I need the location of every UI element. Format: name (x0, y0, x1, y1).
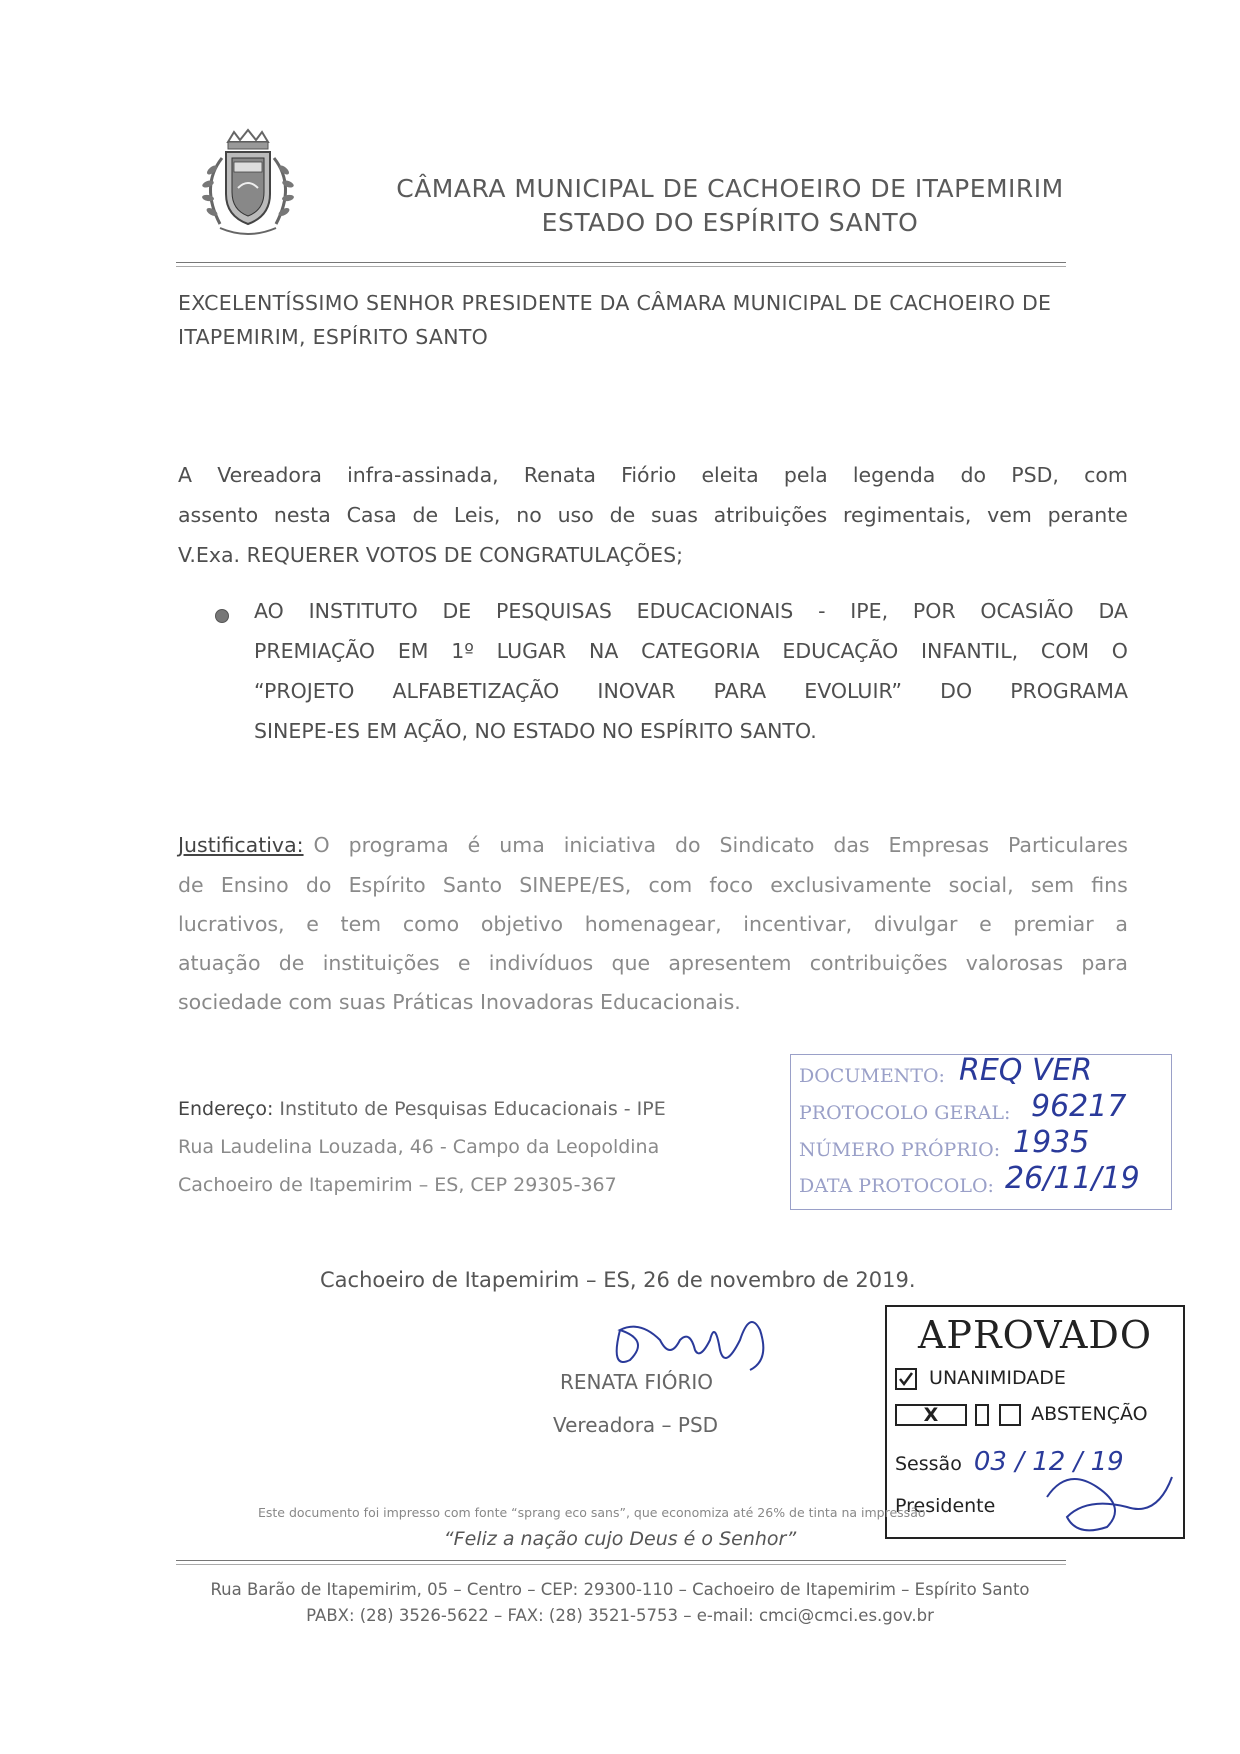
justification-label: Justificativa: (178, 833, 304, 857)
justification-line-1 (178, 828, 1128, 862)
word: apresentem (668, 951, 792, 975)
word: atuação (178, 951, 261, 975)
word: premiar (1013, 912, 1094, 936)
word: Vereadora (217, 463, 322, 487)
protocol-general-value: 96217 (1031, 1089, 1127, 1124)
word: que (611, 951, 651, 975)
word: incentivar, (743, 912, 853, 936)
word: Santo (442, 873, 502, 897)
header-title: CÂMARA MUNICIPAL DE CACHOEIRO DE ITAPEMIRIM (396, 174, 1064, 203)
address-line-2: Rua Laudelina Louzada, 46 - Campo da Leopoldina (178, 1136, 660, 1158)
bullet-line-1 (254, 594, 1128, 628)
header-subtitle: ESTADO DO ESPÍRITO SANTO (541, 208, 919, 237)
footer-motto: “Feliz a nação cujo Deus é o Senhor” (443, 1528, 797, 1550)
word: POR (912, 599, 956, 623)
signatory-role: Vereadora – PSD (553, 1413, 719, 1437)
header-divider (176, 262, 1066, 263)
word: OCASIÃO (980, 599, 1074, 623)
justification-line-3 (178, 907, 1128, 941)
word: IPE, (850, 599, 889, 623)
protocol-number-label: NÚMERO PRÓPRIO: (799, 1139, 1001, 1161)
word: Particulares (1007, 833, 1128, 857)
word: Renata (523, 463, 596, 487)
word: iniciativa (563, 833, 657, 857)
unanimity-row (895, 1367, 1066, 1390)
word: de (412, 503, 439, 527)
word: Empresas (888, 833, 989, 857)
word: exclusivamente (770, 873, 932, 897)
approval-stamp (885, 1305, 1185, 1539)
word: INOVAR (597, 679, 676, 703)
protocol-document-value: REQ VER (959, 1053, 1093, 1088)
bullet-icon (215, 609, 229, 623)
word: a (1115, 912, 1128, 936)
word: sem (1030, 873, 1075, 897)
word: é (467, 833, 481, 857)
word: nesta (273, 503, 331, 527)
municipal-crest-icon (186, 128, 310, 244)
word: EVOLUIR” (804, 679, 903, 703)
word: Sindicato (719, 833, 815, 857)
address-line-1: Instituto de Pesquisas Educacionais - IPE (279, 1098, 666, 1120)
word: EDUCACIONAIS (636, 599, 794, 623)
justification-line-5: sociedade com suas Práticas Inovadoras Educacionais. (178, 990, 741, 1014)
word: do (675, 833, 701, 857)
unanimity-label: UNANIMIDADE (929, 1367, 1066, 1389)
word: uma (499, 833, 545, 857)
place-and-date: Cachoeiro de Itapemirim – ES, 26 de novembro de 2019. (320, 1268, 916, 1292)
signatory-name: RENATA FIÓRIO (560, 1370, 714, 1394)
word: PARA (713, 679, 767, 703)
word: Fiório (621, 463, 677, 487)
word: COM (1040, 639, 1090, 663)
word: tem (340, 912, 382, 936)
footer-contact: PABX: (28) 3526-5622 – FAX: (28) 3521-5753 – e-mail: cmci@cmci.es.gov.br (306, 1606, 934, 1625)
word: DO (940, 679, 973, 703)
word: PREMIAÇÃO (254, 639, 376, 663)
word: social, (948, 873, 1014, 897)
word: perante (1047, 503, 1128, 527)
word: atribuições (713, 503, 828, 527)
vote-box-empty-icon (975, 1404, 989, 1426)
word: objetivo (480, 912, 564, 936)
word: - (818, 599, 826, 623)
word: O (1111, 639, 1128, 663)
abstention-checkbox-icon (999, 1404, 1021, 1426)
intro-line-2 (178, 498, 1128, 532)
word: Ensino (220, 873, 289, 897)
president-label: Presidente (895, 1495, 996, 1517)
word: de (609, 503, 636, 527)
word: suas (650, 503, 698, 527)
word: infra-assinada, (347, 463, 499, 487)
header-divider-secondary (176, 266, 1066, 267)
word: lucrativos, (178, 912, 285, 936)
word: de (178, 873, 204, 897)
word: do (305, 873, 332, 897)
word: “PROJETO (254, 679, 355, 703)
word: LUGAR (496, 639, 567, 663)
word: Casa (346, 503, 397, 527)
footer-divider (176, 1560, 1066, 1561)
protocol-stamp (790, 1054, 1172, 1210)
word: e (306, 912, 319, 936)
president-signature (1037, 1457, 1177, 1537)
word: divulgar (873, 912, 958, 936)
justification-line-2 (178, 868, 1128, 902)
word: contribuições (809, 951, 948, 975)
bullet-line-4: SINEPE-ES EM AÇÃO, NO ESTADO NO ESPÍRITO SANTO. (254, 719, 817, 743)
word: programa (348, 833, 449, 857)
word: pela (783, 463, 828, 487)
word: EM (397, 639, 429, 663)
word: ALFABETIZAÇÃO (392, 679, 560, 703)
intro-line-1 (178, 458, 1128, 492)
word: PSD, (1011, 463, 1059, 487)
protocol-general-label: PROTOCOLO GERAL: (799, 1102, 1011, 1124)
word: e (979, 912, 992, 936)
word: vem (987, 503, 1032, 527)
word: no (516, 503, 542, 527)
word: eleita (701, 463, 759, 487)
word: PESQUISAS (495, 599, 612, 623)
word: para (1081, 951, 1128, 975)
word: INSTITUTO (308, 599, 418, 623)
protocol-date-label: DATA PROTOCOLO: (799, 1175, 994, 1197)
footer-divider-secondary (176, 1564, 1066, 1565)
word: DE (442, 599, 472, 623)
word: indivíduos (488, 951, 594, 975)
word: homenagear, (584, 912, 722, 936)
word: como (402, 912, 460, 936)
word: CATEGORIA (641, 639, 760, 663)
word: Leis, (453, 503, 501, 527)
footer-address: Rua Barão de Itapemirim, 05 – Centro – CEP: 29300-110 – Cachoeiro de Itapemirim – Espírito Santo (210, 1580, 1030, 1599)
word: legenda (852, 463, 936, 487)
word: valorosas (965, 951, 1064, 975)
word: DA (1098, 599, 1128, 623)
word: PROGRAMA (1010, 679, 1128, 703)
word: instituições (322, 951, 440, 975)
justification-line-1-text (314, 828, 1128, 862)
session-value: 03 / 12 / 19 (973, 1447, 1124, 1477)
abstention-label: ABSTENÇÃO (1031, 1403, 1148, 1425)
word: INFANTIL, (921, 639, 1019, 663)
word: e (457, 951, 471, 975)
protocol-number-value: 1935 (1013, 1125, 1090, 1160)
address-block (178, 1090, 778, 1204)
word: A (178, 463, 193, 487)
intro-line-3: V.Exa. REQUERER VOTOS DE CONGRATULAÇÕES; (178, 543, 683, 567)
word: O (313, 833, 330, 857)
protocol-document-label: DOCUMENTO: (799, 1065, 945, 1087)
abstention-row (895, 1403, 1148, 1426)
handwritten-signature (600, 1300, 780, 1380)
word: AO (254, 599, 284, 623)
word: de (278, 951, 305, 975)
word: fins (1091, 873, 1128, 897)
word: 1º (451, 639, 474, 663)
addressee: EXCELENTÍSSIMO SENHOR PRESIDENTE DA CÂMARA MUNICIPAL DE CACHOEIRO DE ITAPEMIRIM, ESPÍRITO SANTO (178, 291, 1052, 349)
word: regimentais, (842, 503, 972, 527)
word: uso (557, 503, 594, 527)
word: assento (178, 503, 259, 527)
justification-line-4 (178, 946, 1128, 980)
address-label: Endereço: (178, 1098, 274, 1120)
vote-mark-box: X (895, 1404, 967, 1426)
word: do (960, 463, 987, 487)
unanimity-checkbox-icon (895, 1368, 917, 1390)
word: foco (709, 873, 753, 897)
word: SINEPE/ES, (519, 873, 632, 897)
footer-note: Este documento foi impresso com fonte “sprang eco sans”, que economiza até 26% de tinta na impressão (258, 1505, 926, 1520)
address-line-3: Cachoeiro de Itapemirim – ES, CEP 29305-367 (178, 1174, 617, 1196)
word: das (833, 833, 870, 857)
approval-title: APROVADO (917, 1313, 1153, 1357)
bullet-line-3 (254, 674, 1128, 708)
word: com (648, 873, 693, 897)
bullet-line-2 (254, 634, 1128, 668)
word: EDUCAÇÃO (782, 639, 899, 663)
session-label: Sessão (895, 1453, 962, 1475)
word: com (1084, 463, 1128, 487)
word: NA (588, 639, 619, 663)
protocol-date-value: 26/11/19 (1005, 1161, 1140, 1196)
word: Espírito (348, 873, 426, 897)
